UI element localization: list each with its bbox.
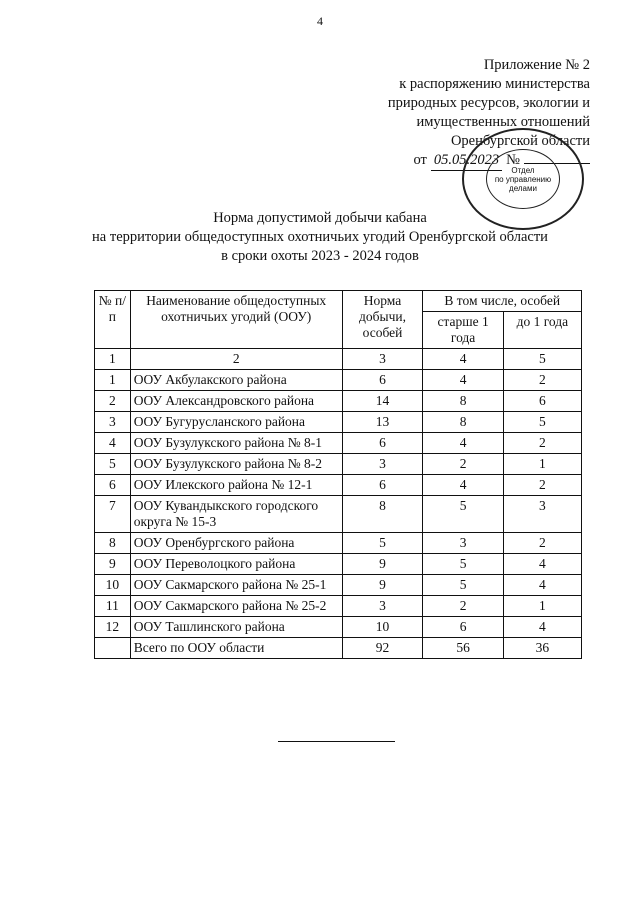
table-row: [95, 533, 582, 554]
total-num: [95, 638, 131, 659]
total-name: Всего по ООУ области: [130, 638, 342, 659]
table-row: [95, 433, 582, 454]
row-num: 6: [95, 475, 131, 496]
row-younger: 6: [503, 391, 581, 412]
row-younger: 2: [503, 433, 581, 454]
row-younger: 4: [503, 617, 581, 638]
row-older: 8: [423, 412, 503, 433]
row-older: 3: [423, 533, 503, 554]
row-name: ООУ Илекского района № 12-1: [130, 475, 342, 496]
row-older: 4: [423, 433, 503, 454]
row-older: 4: [423, 475, 503, 496]
row-total: 5: [342, 533, 423, 554]
index-cell: 1: [95, 349, 131, 370]
title-line-1: Норма допустимой добычи кабана: [213, 210, 427, 226]
row-num: 10: [95, 575, 131, 596]
row-younger: 2: [503, 533, 581, 554]
table-row: [95, 554, 582, 575]
row-total: 3: [342, 454, 423, 475]
row-total: 8: [342, 496, 423, 533]
row-num: 4: [95, 433, 131, 454]
row-older: 5: [423, 554, 503, 575]
row-total: 3: [342, 596, 423, 617]
appendix-line-1: Приложение № 2: [483, 57, 590, 73]
row-total: 13: [342, 412, 423, 433]
appendix-date: 05.05.2023: [431, 151, 502, 171]
appendix-line-3: природных ресурсов, экологии и: [387, 95, 590, 111]
table-row: [95, 596, 582, 617]
table-header-row: [95, 291, 582, 312]
row-name: ООУ Оренбургского района: [130, 533, 342, 554]
row-num: 12: [95, 617, 131, 638]
stamp-center: [486, 149, 560, 209]
index-cell: 2: [130, 349, 342, 370]
total-younger: 36: [503, 638, 581, 659]
row-name: ООУ Сакмарского района № 25-2: [130, 596, 342, 617]
table-row: [95, 391, 582, 412]
row-total: 6: [342, 475, 423, 496]
hunting-norms-table: [94, 290, 582, 659]
header-total: Норма добычи, особей: [342, 291, 423, 349]
row-younger: 3: [503, 496, 581, 533]
document-title: [0, 209, 640, 266]
title-line-2: на территории общедоступных охотничьих угодий Оренбургской области: [92, 229, 548, 245]
row-older: 2: [423, 454, 503, 475]
row-name: ООУ Александровского района: [130, 391, 342, 412]
row-younger: 5: [503, 412, 581, 433]
row-younger: 2: [503, 475, 581, 496]
table-row: [95, 454, 582, 475]
row-total: 6: [342, 370, 423, 391]
row-num: 1: [95, 370, 131, 391]
appendix-line-5: Оренбургской области: [450, 133, 590, 149]
row-younger: 2: [503, 370, 581, 391]
table-row: [95, 496, 582, 533]
stamp-line-2: по управлению: [494, 174, 552, 184]
row-name: ООУ Бугурусланского района: [130, 412, 342, 433]
index-cell: 3: [342, 349, 423, 370]
row-older: 5: [423, 496, 503, 533]
stamp-line-3: делами: [509, 183, 537, 193]
row-total: 9: [342, 575, 423, 596]
number-prefix: №: [506, 152, 520, 168]
row-name: ООУ Бузулукского района № 8-1: [130, 433, 342, 454]
row-num: 8: [95, 533, 131, 554]
row-name: ООУ Акбулакского района: [130, 370, 342, 391]
page-number: 4: [317, 14, 323, 28]
table-index-row: [95, 349, 582, 370]
total-older: 56: [423, 638, 503, 659]
row-older: 8: [423, 391, 503, 412]
row-num: 7: [95, 496, 131, 533]
row-younger: 4: [503, 575, 581, 596]
row-num: 9: [95, 554, 131, 575]
header-older: старше 1 года: [423, 312, 503, 349]
row-younger: 1: [503, 454, 581, 475]
row-total: 14: [342, 391, 423, 412]
row-older: 4: [423, 370, 503, 391]
title-line-3: в сроки охоты 2023 - 2024 годов: [221, 248, 419, 264]
header-group: В том числе, особей: [423, 291, 582, 312]
row-older: 5: [423, 575, 503, 596]
row-name: ООУ Бузулукского района № 8-2: [130, 454, 342, 475]
table-total-row: [95, 638, 582, 659]
header-num: № п/п: [95, 291, 131, 349]
row-total: 9: [342, 554, 423, 575]
row-younger: 4: [503, 554, 581, 575]
row-older: 2: [423, 596, 503, 617]
stamp-line-1: Отдел: [511, 165, 535, 175]
table-row: [95, 475, 582, 496]
total-value: 92: [342, 638, 423, 659]
row-total: 10: [342, 617, 423, 638]
header-younger: до 1 года: [503, 312, 581, 349]
row-younger: 1: [503, 596, 581, 617]
row-name: ООУ Ташлинского района: [130, 617, 342, 638]
table-row: [95, 617, 582, 638]
date-prefix: от: [413, 152, 427, 168]
row-name: ООУ Сакмарского района № 25-1: [130, 575, 342, 596]
row-name: ООУ Переволоцкого района: [130, 554, 342, 575]
row-name: ООУ Кувандыкского городского округа № 15-3: [130, 496, 342, 533]
index-cell: 4: [423, 349, 503, 370]
table-row: [95, 412, 582, 433]
row-total: 6: [342, 433, 423, 454]
row-num: 5: [95, 454, 131, 475]
table-row: [95, 575, 582, 596]
row-num: 2: [95, 391, 131, 412]
table-row: [95, 370, 582, 391]
end-divider: [278, 741, 395, 742]
index-cell: 5: [503, 349, 581, 370]
row-num: 3: [95, 412, 131, 433]
row-num: 11: [95, 596, 131, 617]
appendix-line-2: к распоряжению министерства: [399, 76, 590, 92]
row-older: 6: [423, 617, 503, 638]
header-name: Наименование общедоступных охотничьих угодий (ООУ): [130, 291, 342, 349]
appendix-line-4: имущественных отношений: [416, 114, 590, 130]
